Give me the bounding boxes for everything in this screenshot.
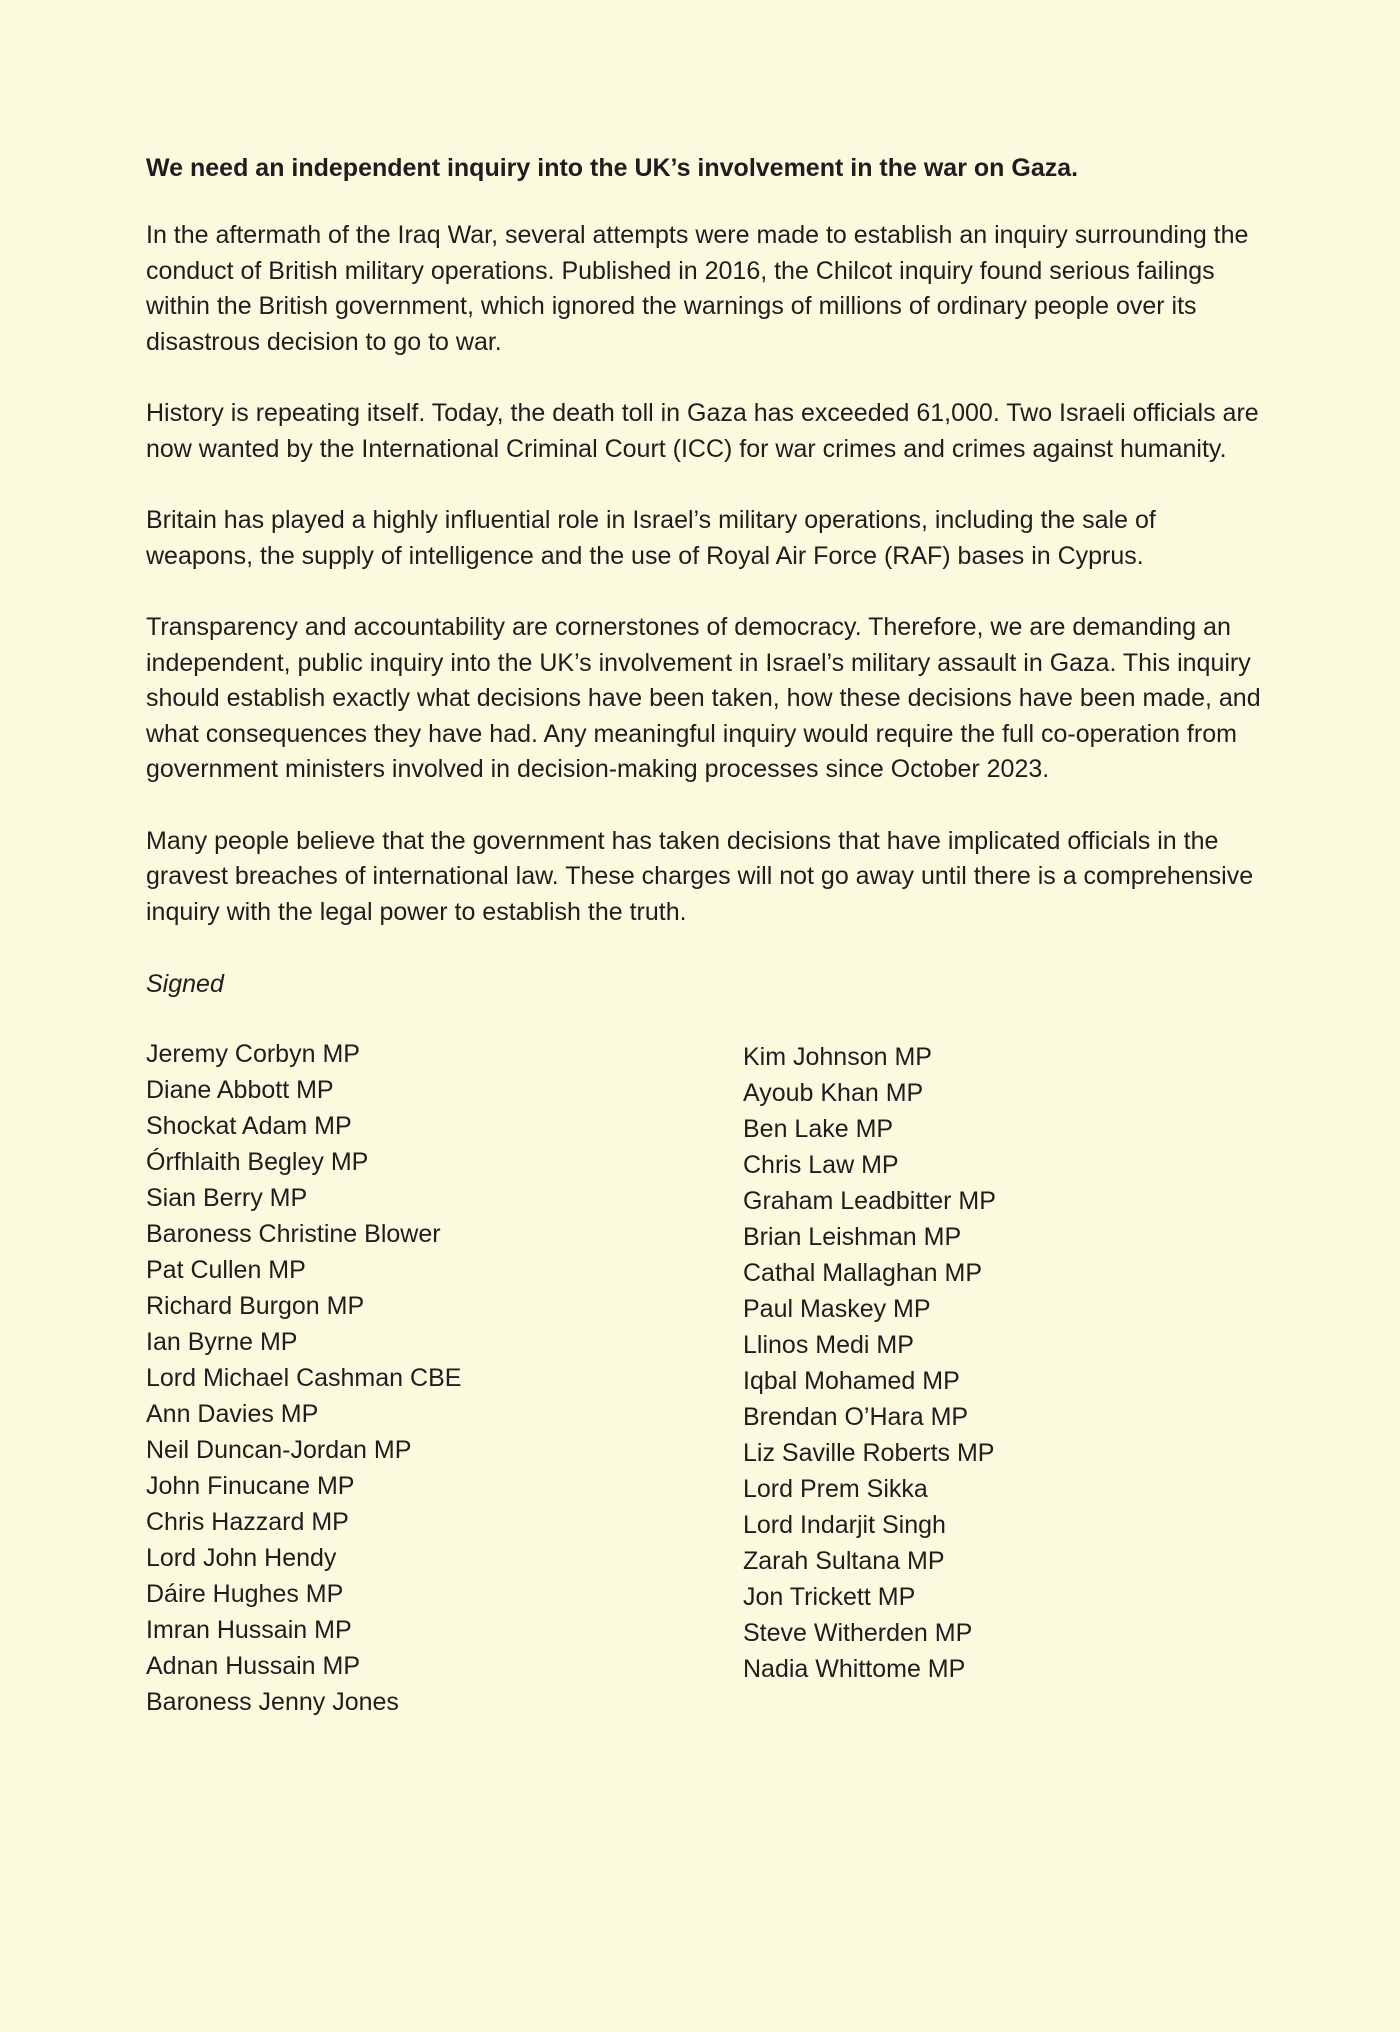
signatory: Órfhlaith Begley MP [146,1148,369,1176]
signatory: Diane Abbott MP [146,1076,334,1104]
signatory: Ben Lake MP [743,1115,894,1143]
signatory: Dáire Hughes MP [146,1580,344,1608]
signatory: John Finucane MP [146,1472,355,1500]
signatory: Ayoub Khan MP [743,1079,924,1107]
signatory: Pat Cullen MP [146,1256,306,1284]
signatory: Jon Trickett MP [743,1583,916,1611]
signatory: Adnan Hussain MP [146,1652,361,1680]
signatory: Liz Saville Roberts MP [743,1439,995,1467]
letter-heading: We need an independent inquiry into the UK’s involvement in the war on Gaza. [146,154,1079,182]
signatory: Llinos Medi MP [743,1331,914,1359]
paragraph-britain-role: Britain has played a highly influential role in Israel’s military operations, including the sale of weapons, the supply of intelligence and the use of Royal Air Force (RAF) bases in Cyprus. [146,506,1156,570]
signatory: Baroness Christine Blower [146,1220,441,1248]
signatory: Graham Leadbitter MP [743,1187,996,1215]
open-letter [146,150,1266,1720]
signatories-column-right [743,1036,1243,1720]
signatory: Cathal Mallaghan MP [743,1259,983,1287]
signatory: Sian Berry MP [146,1184,308,1212]
signatory: Ian Byrne MP [146,1328,298,1356]
signatory: Lord Michael Cashman CBE [146,1364,462,1392]
signatory: Nadia Whittome MP [743,1655,966,1683]
signatory: Zarah Sultana MP [743,1547,945,1575]
paragraph-iraq-war: In the aftermath of the Iraq War, several attempts were made to establish an inquiry surrounding the conduct of British military operations. Published in 2016, the Chilcot inquiry found serious failings within the British government, which ignored the warnings of millions of ordinary people over its disastrous decision to go to war. [146,221,1249,356]
signatory: Ann Davies MP [146,1400,319,1428]
signatory: Chris Hazzard MP [146,1508,349,1536]
signatories-column-left [146,1036,743,1720]
signatory: Neil Duncan-Jordan MP [146,1436,412,1464]
signatory: Jeremy Corbyn MP [146,1040,360,1068]
signatory: Steve Witherden MP [743,1619,973,1647]
signatory: Brian Leishman MP [743,1223,962,1251]
signatory: Iqbal Mohamed MP [743,1367,960,1395]
signatory: Kim Johnson MP [743,1043,932,1071]
signatory: Imran Hussain MP [146,1616,352,1644]
signatories-list [146,1036,1266,1720]
signatory: Lord John Hendy [146,1544,337,1572]
signatory: Lord Prem Sikka [743,1475,928,1503]
paragraph-many-people: Many people believe that the government has taken decisions that have implicated officials in the gravest breaches of international law. These charges will not go away until there is a comprehensive inquiry with the legal power to establish the truth. [146,826,1254,926]
signatory: Baroness Jenny Jones [146,1688,399,1716]
signatory: Paul Maskey MP [743,1295,931,1323]
signatory: Shockat Adam MP [146,1112,352,1140]
signatory: Brendan O’Hara MP [743,1403,969,1431]
signatory: Richard Burgon MP [146,1292,365,1320]
signatory: Lord Indarjit Singh [743,1511,946,1539]
paragraph-history-repeating: History is repeating itself. Today, the death toll in Gaza has exceeded 61,000. Two Israeli officials are now wanted by the International Criminal Court (ICC) for war crimes and crimes against humanity. [146,399,1259,463]
signed-label: Signed [146,970,224,998]
paragraph-transparency: Transparency and accountability are cornerstones of democracy. Therefore, we are demanding an independent, public inquiry into the UK’s involvement in Israel’s military assault in Gaza. This inquiry should establish exactly what decisions have been taken, how these decisions have been made, and what consequences they have had. Any meaningful inquiry would require the full co-operation from government ministers involved in decision-making processes since October 2023. [146,613,1261,783]
signatory: Chris Law MP [743,1151,899,1179]
